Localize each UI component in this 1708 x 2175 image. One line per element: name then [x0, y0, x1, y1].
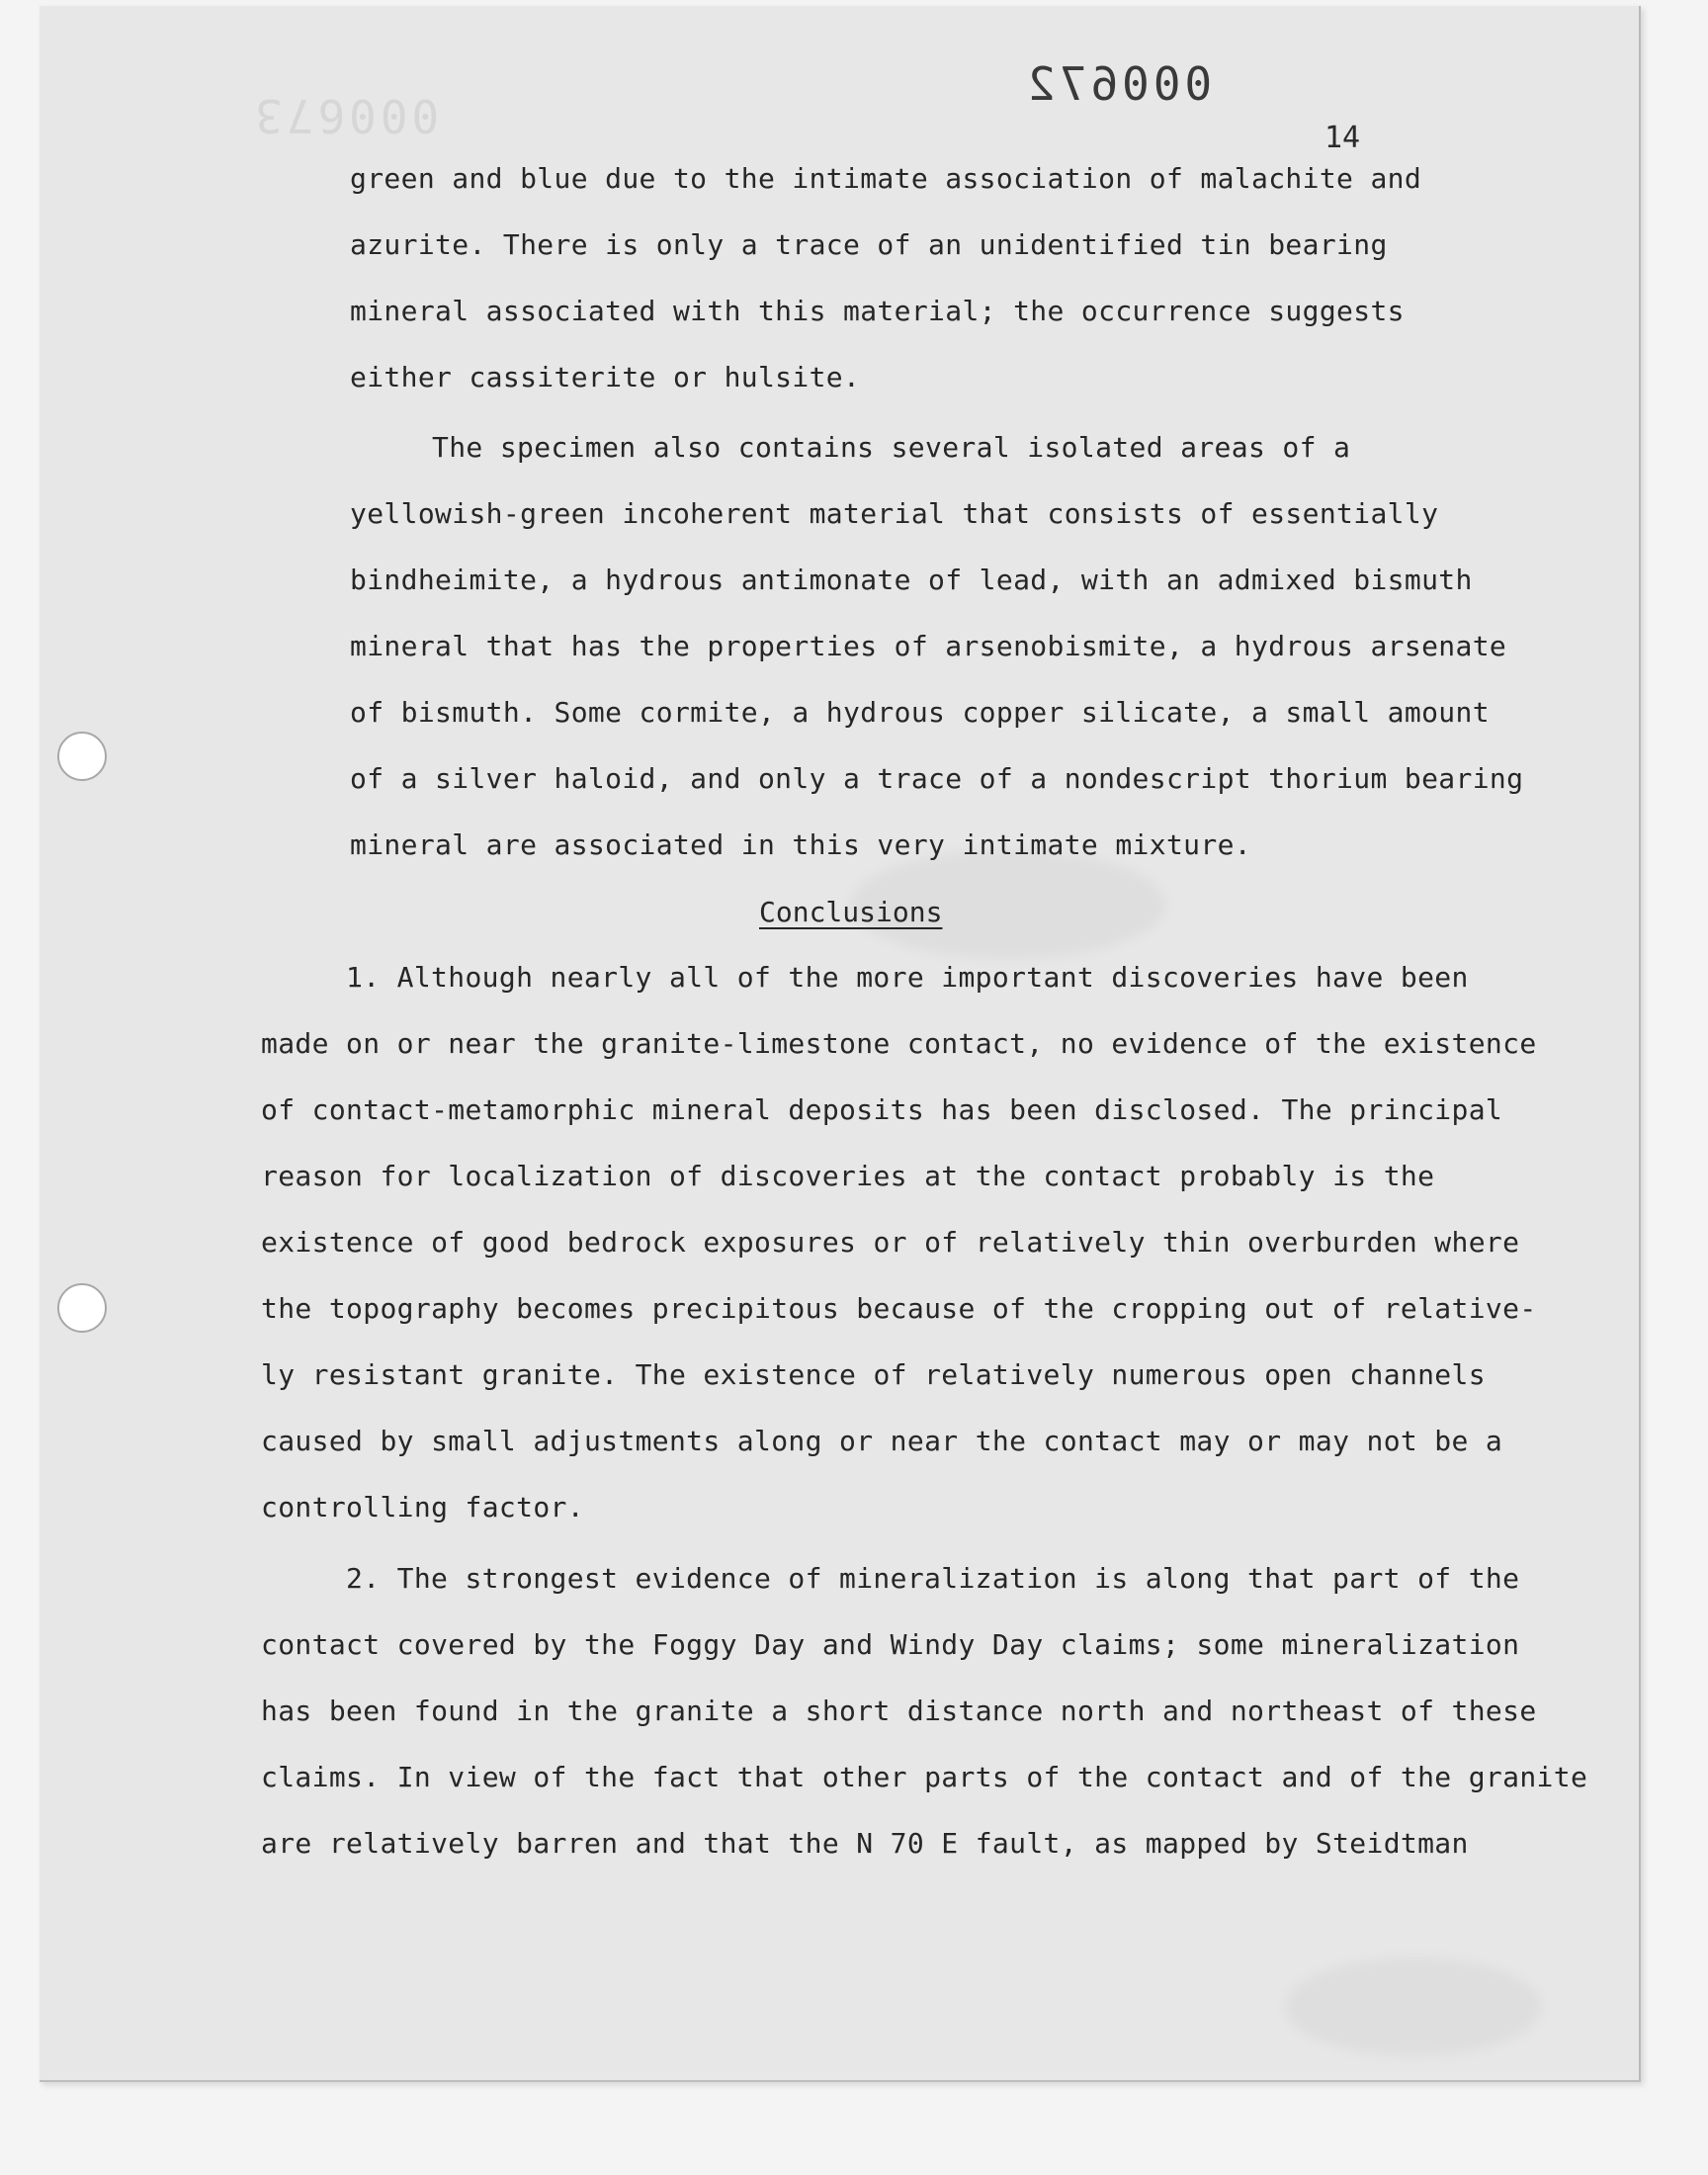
ghost-stamp-number: 000673 — [251, 89, 440, 142]
punch-hole — [57, 732, 107, 781]
text-line: either cassiterite or hulsite. — [350, 361, 861, 393]
text-line: mineral are associated in this very intimate mixture. — [350, 828, 1251, 861]
text-line: controlling factor. — [261, 1491, 584, 1523]
page-number: 14 — [1324, 121, 1361, 155]
text-line: 1. Although nearly all of the more important discoveries have been — [346, 961, 1469, 994]
text-line: green and blue due to the intimate association of malachite and — [350, 162, 1422, 195]
text-line: mineral associated with this material; the occurrence suggests — [350, 295, 1405, 327]
text-line: ly resistant granite. The existence of relatively numerous open channels — [261, 1358, 1486, 1391]
text-line: caused by small adjustments along or near the contact may or may not be a — [261, 1425, 1503, 1457]
page-smudge — [1285, 1958, 1542, 2056]
text-line: The specimen also contains several isolated areas of a — [432, 431, 1351, 464]
punch-hole — [57, 1283, 107, 1333]
text-line: mineral that has the properties of arsenobismite, a hydrous arsenate — [350, 630, 1507, 662]
text-line: 2. The strongest evidence of mineralization is along that part of the — [346, 1562, 1520, 1595]
text-line: of contact-metamorphic mineral deposits has been disclosed. The principal — [261, 1093, 1503, 1126]
text-line: are relatively barren and that the N 70 E fault, as mapped by Steidtman — [261, 1827, 1469, 1860]
text-line: the topography becomes precipitous because of the cropping out of relative- — [261, 1292, 1537, 1325]
text-line: yellowish-green incoherent material that consists of essentially — [350, 497, 1439, 530]
text-line: made on or near the granite-limestone contact, no evidence of the existence — [261, 1027, 1537, 1060]
text-line: existence of good bedrock exposures or of relatively thin overburden where — [261, 1226, 1520, 1259]
document-stamp-number: 000672 — [1024, 57, 1213, 111]
section-heading: Conclusions — [759, 896, 943, 928]
text-line: claims. In view of the fact that other parts of the contact and of the granite — [261, 1761, 1588, 1793]
text-line: azurite. There is only a trace of an unidentified tin bearing — [350, 228, 1388, 261]
text-line: of bismuth. Some cormite, a hydrous copper silicate, a small amount — [350, 696, 1490, 729]
text-line: contact covered by the Foggy Day and Windy Day claims; some mineralization — [261, 1628, 1520, 1661]
text-line: has been found in the granite a short distance north and northeast of these — [261, 1695, 1537, 1727]
text-line: bindheimite, a hydrous antimonate of lead, with an admixed bismuth — [350, 564, 1473, 596]
text-line: of a silver haloid, and only a trace of a nondescript thorium bearing — [350, 762, 1524, 795]
text-line: reason for localization of discoveries at the contact probably is the — [261, 1160, 1435, 1192]
